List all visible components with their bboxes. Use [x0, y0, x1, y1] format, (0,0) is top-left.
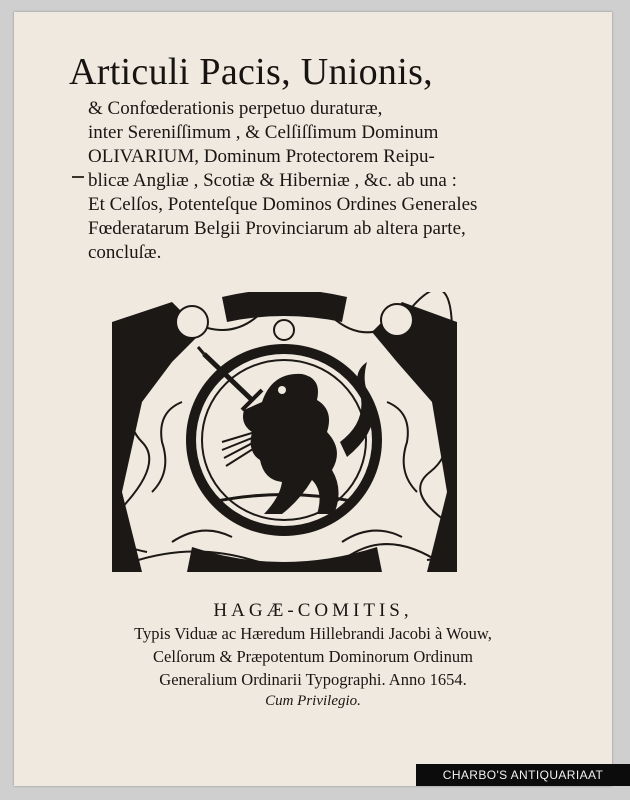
imprint-patrons: Celſorum & Præpotentum Dominorum Ordinum: [153, 647, 473, 666]
imprint-printer: Typis Viduæ ac Hæredum Hillebrandi Jacobi à Wouw,: [134, 624, 492, 643]
body-line: OLIVARIUM, Dominum Protectorem Reipu-: [88, 146, 435, 167]
body-line: & Confœderationis perpetuo duraturæ,: [88, 98, 383, 119]
imprint-office: Generalium Ordinarii Typographi. Anno 1654.: [159, 670, 467, 689]
body-line: Fœderatarum Belgii Provinciarum ab altera parte,: [88, 218, 466, 239]
lion-woodcut-emblem: [112, 292, 457, 572]
imprint-privilege: Cum Privilegio.: [265, 693, 361, 709]
cherub-right: [381, 304, 413, 336]
body-line: Et Celſos, Potenteſque Dominos Ordines Generales: [88, 194, 478, 215]
cherub-left: [176, 306, 208, 338]
document-page: [14, 12, 612, 786]
body-line: concluſæ.: [88, 242, 162, 263]
document-title: Articuli Pacis, Unionis,: [69, 51, 433, 93]
imprint-place: HAGÆ-COMITIS,: [213, 600, 413, 621]
dealer-watermark: CHARBO'S ANTIQUARIAAT: [416, 764, 630, 786]
body-line: inter Sereniſſimum , & Celſiſſimum Dominum: [88, 122, 439, 143]
margin-mark: [72, 176, 84, 178]
body-line: blicæ Angliæ , Scotiæ & Hiberniæ , &c. ab una :: [88, 170, 457, 191]
top-mask: [274, 320, 294, 340]
